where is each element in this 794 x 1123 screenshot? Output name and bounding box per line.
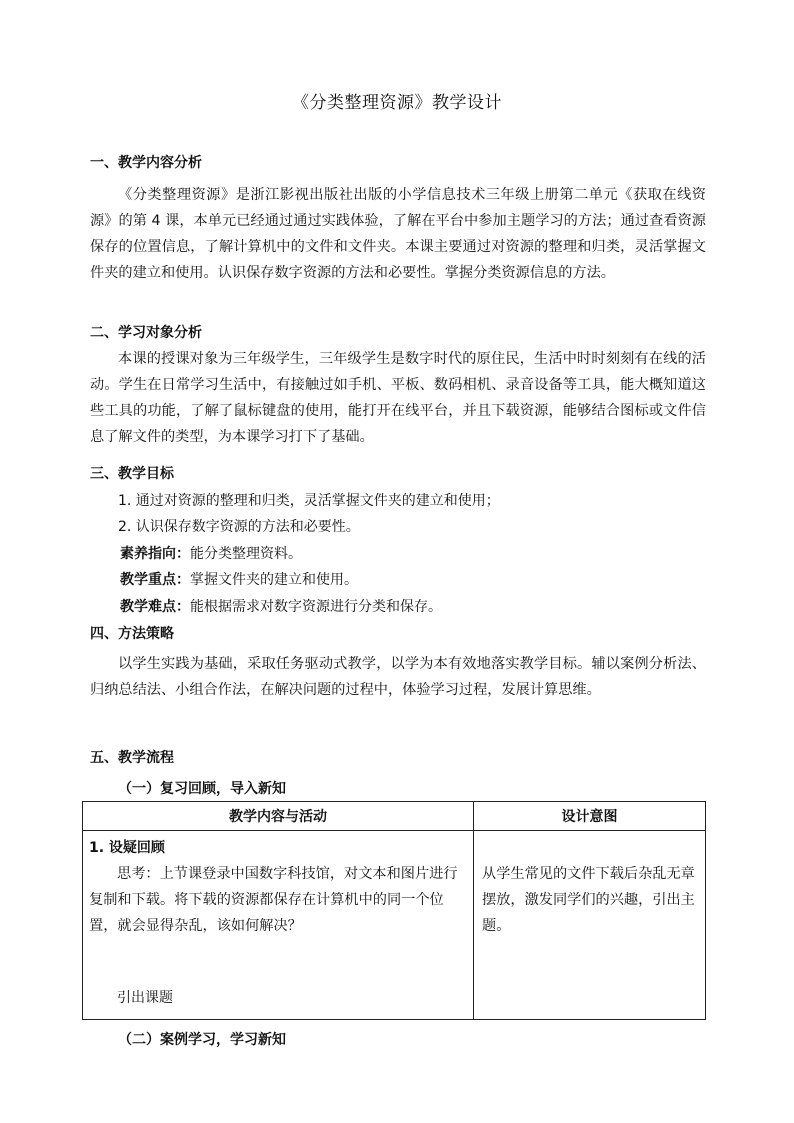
objective-difficulty (120, 596, 442, 616)
section-body-content-analysis: 《分类整理资源》是浙江影视出版社出版的小学信息技术三年级上册第二单元《获取在线资源》的第 4 课，本单元已经通过通过实践体验，了解在平台中参加主题学习的方法；通过查看资源保存的位置信息，了解计算机中的文件和文件夹。本课主要通过对资源的整理和归类，灵活掌握文件夹的建立和使用。认识保存数字资源的方法和必要性。掌握分类资源信息的方法。 (90, 187, 706, 281)
section-body-methods: 以学生实践为基础，采取任务驱动式教学，以学为本有效地落实教学目标。辅以案例分析法、归纳总结法、小组合作法，在解决问题的过程中，体验学习过程，发展计算思维。 (90, 656, 706, 698)
objective-key-point-key: 教学重点： (120, 572, 190, 588)
section-body-learner-analysis: 本课的授课对象为三年级学生，三年级学生是数字时代的原住民，生活中时时刻刻有在线的活动。学生在日常学习生活中，有接触过如手机、平板、数码相机、录音设备等工具，能大概知道这些工具的功能，了解了鼠标键盘的使用，能打开在线平台，并且下载资源，能够结合图标或文件信息了解文件的类型，为本课学习打下了基础。 (90, 351, 706, 445)
subsection-review: （一）复习回顾，导入新知 (118, 781, 286, 797)
section-heading-methods: 四、方法策略 (90, 626, 174, 642)
lesson-table (82, 801, 706, 1020)
page-title: 《分类整理资源》教学设计 (292, 93, 502, 113)
objective-item-2: 2. 认识保存数字资源的方法和必要性。 (118, 519, 360, 535)
objective-difficulty-value: 能根据需求对数字资源进行分类和保存。 (190, 599, 442, 615)
subsection-case-study: （二）案例学习，学习新知 (118, 1032, 286, 1048)
table-row (83, 831, 706, 1020)
objective-literacy (120, 543, 302, 563)
table-header-activities: 教学内容与活动 (83, 802, 474, 831)
section-heading-process: 五、教学流程 (90, 750, 174, 766)
table-header-row (83, 802, 706, 831)
section-heading-objectives: 三、教学目标 (90, 466, 174, 482)
objective-item-1: 1. 通过对资源的整理和归类，灵活掌握文件夹的建立和使用； (118, 493, 500, 509)
activity-title: 1. 设疑回顾 (89, 840, 165, 856)
objective-literacy-value: 能分类整理资料。 (190, 546, 302, 562)
activity-body: 思考：上节课登录中国数字科技馆，对文本和图片进行复制和下载。将下载的资源都保存在计算机中的同一个位置，就会显得杂乱，该如何解决？ (89, 866, 458, 934)
objective-literacy-key: 素养指向： (120, 546, 190, 562)
table-cell-intent: 从学生常见的文件下载后杂乱无章摆放，激发同学们的兴趣，引出主题。 (474, 831, 706, 1020)
objective-key-point-value: 掌握文件夹的建立和使用。 (190, 572, 358, 588)
table-header-intent: 设计意图 (474, 802, 706, 831)
activity-conclusion: 引出课题 (117, 990, 173, 1006)
section-heading-content-analysis: 一、教学内容分析 (90, 155, 202, 171)
section-heading-learner-analysis: 二、学习对象分析 (90, 325, 202, 341)
objective-difficulty-key: 教学难点： (120, 599, 190, 615)
table-cell-activity (83, 831, 474, 1020)
objective-key-point (120, 569, 358, 589)
